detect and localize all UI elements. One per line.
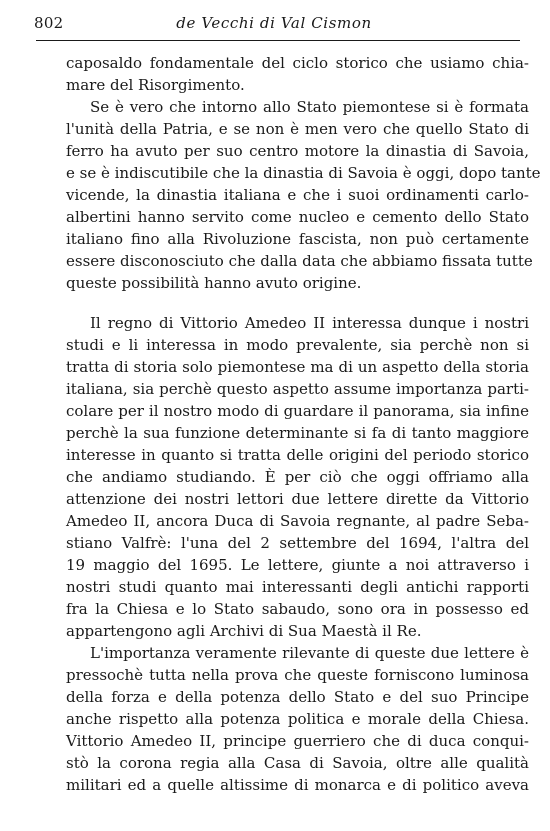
text-line: caposaldo fondamentale del ciclo storico che usiamo chia- xyxy=(66,54,529,72)
text-line: colare per il nostro modo di guardare il panorama, sia infine xyxy=(66,402,529,420)
paragraph xyxy=(66,312,529,642)
page-header xyxy=(28,10,520,38)
text-line: Se è vero che intorno allo Stato piemontese si è formata xyxy=(90,98,529,116)
body-text xyxy=(66,52,541,796)
text-line: italiano fino alla Rivoluzione fascista, non può certamente xyxy=(66,230,529,248)
text-line: attenzione dei nostri lettori due lettere dirette da Vittorio xyxy=(66,490,529,508)
paragraph xyxy=(66,52,529,96)
text-line: anche rispetto alla potenza politica e morale della Chiesa. xyxy=(66,710,529,728)
page-number: 802 xyxy=(34,14,64,32)
paragraph-gap xyxy=(66,294,529,312)
text-line: pressochè tutta nella prova che queste forniscono luminosa xyxy=(66,666,529,684)
text-line: mare del Risorgimento. xyxy=(66,76,245,94)
text-line: della forza e della potenza dello Stato e del suo Principe xyxy=(66,688,529,706)
text-line: e se è indiscutibile che la dinastia di Savoia è oggi, dopo tante xyxy=(66,164,541,182)
text-line: militari ed a quelle altissime di monarca e di politico aveva xyxy=(66,776,529,794)
text-line: essere disconosciuto che dalla data che abbiamo fissata tutte xyxy=(66,252,533,270)
text-line: interesse in quanto si tratta delle origini del periodo storico xyxy=(66,446,529,464)
text-line: appartengono agli Archivi di Sua Maestà il Re. xyxy=(66,622,422,640)
text-line: 19 maggio del 1695. Le lettere, giunte a noi attraverso i xyxy=(66,556,529,574)
text-line: nostri studi quanto mai interessanti degli antichi rapporti xyxy=(66,578,529,596)
text-line: italiana, sia perchè questo aspetto assume importanza parti- xyxy=(66,380,529,398)
text-line: Il regno di Vittorio Amedeo II interessa dunque i nostri xyxy=(90,314,529,332)
text-line: L'importanza veramente rilevante di queste due lettere è xyxy=(90,644,529,662)
text-line: fra la Chiesa e lo Stato sabaudo, sono ora in possesso ed xyxy=(66,600,529,618)
paragraph xyxy=(66,96,541,294)
text-line: studi e li interessa in modo prevalente, sia perchè non si xyxy=(66,336,529,354)
text-line: vicende, la dinastia italiana e che i suoi ordinamenti carlo- xyxy=(66,186,529,204)
text-line: perchè la sua funzione determinante si fa di tanto maggiore xyxy=(66,424,529,442)
header-rule xyxy=(36,40,520,41)
text-line: albertini hanno servito come nucleo e cemento dello Stato xyxy=(66,208,529,226)
running-title: de Vecchi di Val Cismon xyxy=(176,14,372,32)
text-line: tratta di storia solo piemontese ma di un aspetto della storia xyxy=(66,358,529,376)
paragraph xyxy=(66,642,529,796)
text-line: ferro ha avuto per suo centro motore la dinastia di Savoia, xyxy=(66,142,529,160)
text-line: stò la corona regia alla Casa di Savoia, oltre alle qualità xyxy=(66,754,529,772)
text-line: queste possibilità hanno avuto origine. xyxy=(66,274,362,292)
text-line: Vittorio Amedeo II, principe guerriero che di duca conqui- xyxy=(66,732,529,750)
text-line: stiano Valfrè: l'una del 2 settembre del 1694, l'altra del xyxy=(66,534,529,552)
text-line: l'unità della Patria, e se non è men vero che quello Stato di xyxy=(66,120,529,138)
text-line: Amedeo II, ancora Duca di Savoia regnante, al padre Seba- xyxy=(66,512,529,530)
text-line: che andiamo studiando. È per ciò che oggi offriamo alla xyxy=(66,468,529,486)
